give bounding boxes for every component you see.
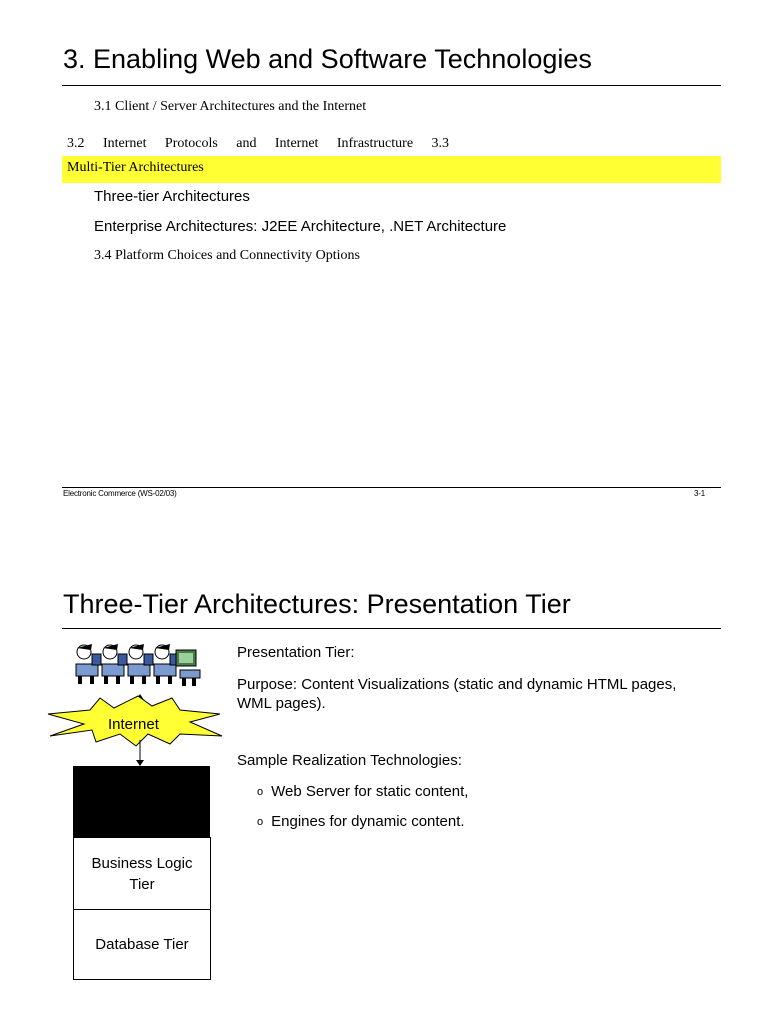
outline-item-3-3: Multi-Tier Architectures bbox=[67, 160, 204, 175]
bullet-text: Web Server for static content, bbox=[271, 783, 469, 800]
bullet-item bbox=[257, 783, 468, 800]
footer-course: Electronic Commerce (WS-02/03) bbox=[63, 489, 177, 498]
outline-word: Internet bbox=[102, 136, 147, 151]
architecture-diagram bbox=[40, 636, 240, 986]
bullet-text: Engines for dynamic content. bbox=[271, 813, 465, 830]
outline-item-3-1: 3.1 Client / Server Architectures and the Internet bbox=[94, 99, 367, 114]
slide-title: 3. Enabling Web and Software Technologies bbox=[63, 44, 592, 74]
outline-word: 3.2 bbox=[67, 136, 85, 151]
database-tier-box bbox=[73, 909, 211, 980]
outline-item-3-4: 3.4 Platform Choices and Connectivity Options bbox=[94, 248, 360, 263]
business-logic-tier-label: Business Logic Tier bbox=[91, 854, 193, 893]
presentation-tier-box bbox=[73, 766, 210, 838]
outline-word: and bbox=[236, 136, 257, 151]
sample-technologies-heading: Sample Realization Technologies: bbox=[237, 752, 462, 769]
purpose-text: Purpose: Content Visualizations (static and dynamic HTML pages, WML pages). bbox=[237, 676, 677, 712]
footer-page-number: 3-1 bbox=[694, 489, 705, 498]
outline-item-3-2 bbox=[67, 136, 449, 152]
internet-label: Internet bbox=[108, 716, 159, 733]
outline-word: 3.3 bbox=[431, 136, 449, 151]
outline-word: Internet bbox=[274, 136, 319, 151]
bullet-item bbox=[257, 813, 465, 830]
database-tier-label: Database Tier bbox=[95, 936, 189, 953]
title-rule bbox=[62, 85, 721, 86]
footer-rule bbox=[62, 487, 721, 488]
slide-title: Three-Tier Architectures: Presentation Tier bbox=[63, 589, 571, 619]
bullet-marker: o bbox=[257, 785, 264, 798]
presentation-heading: Presentation Tier: bbox=[237, 644, 355, 661]
outline-word: Protocols bbox=[164, 136, 218, 151]
business-logic-tier-box bbox=[73, 837, 211, 910]
bullet-marker: o bbox=[257, 815, 264, 828]
users-at-computers-icon bbox=[76, 644, 200, 686]
title-rule bbox=[62, 628, 721, 629]
outline-sub-three-tier: Three-tier Architectures bbox=[94, 188, 250, 205]
outline-sub-enterprise: Enterprise Architectures: J2EE Architecture, .NET Architecture bbox=[94, 218, 507, 235]
outline-word: Infrastructure bbox=[336, 136, 414, 151]
